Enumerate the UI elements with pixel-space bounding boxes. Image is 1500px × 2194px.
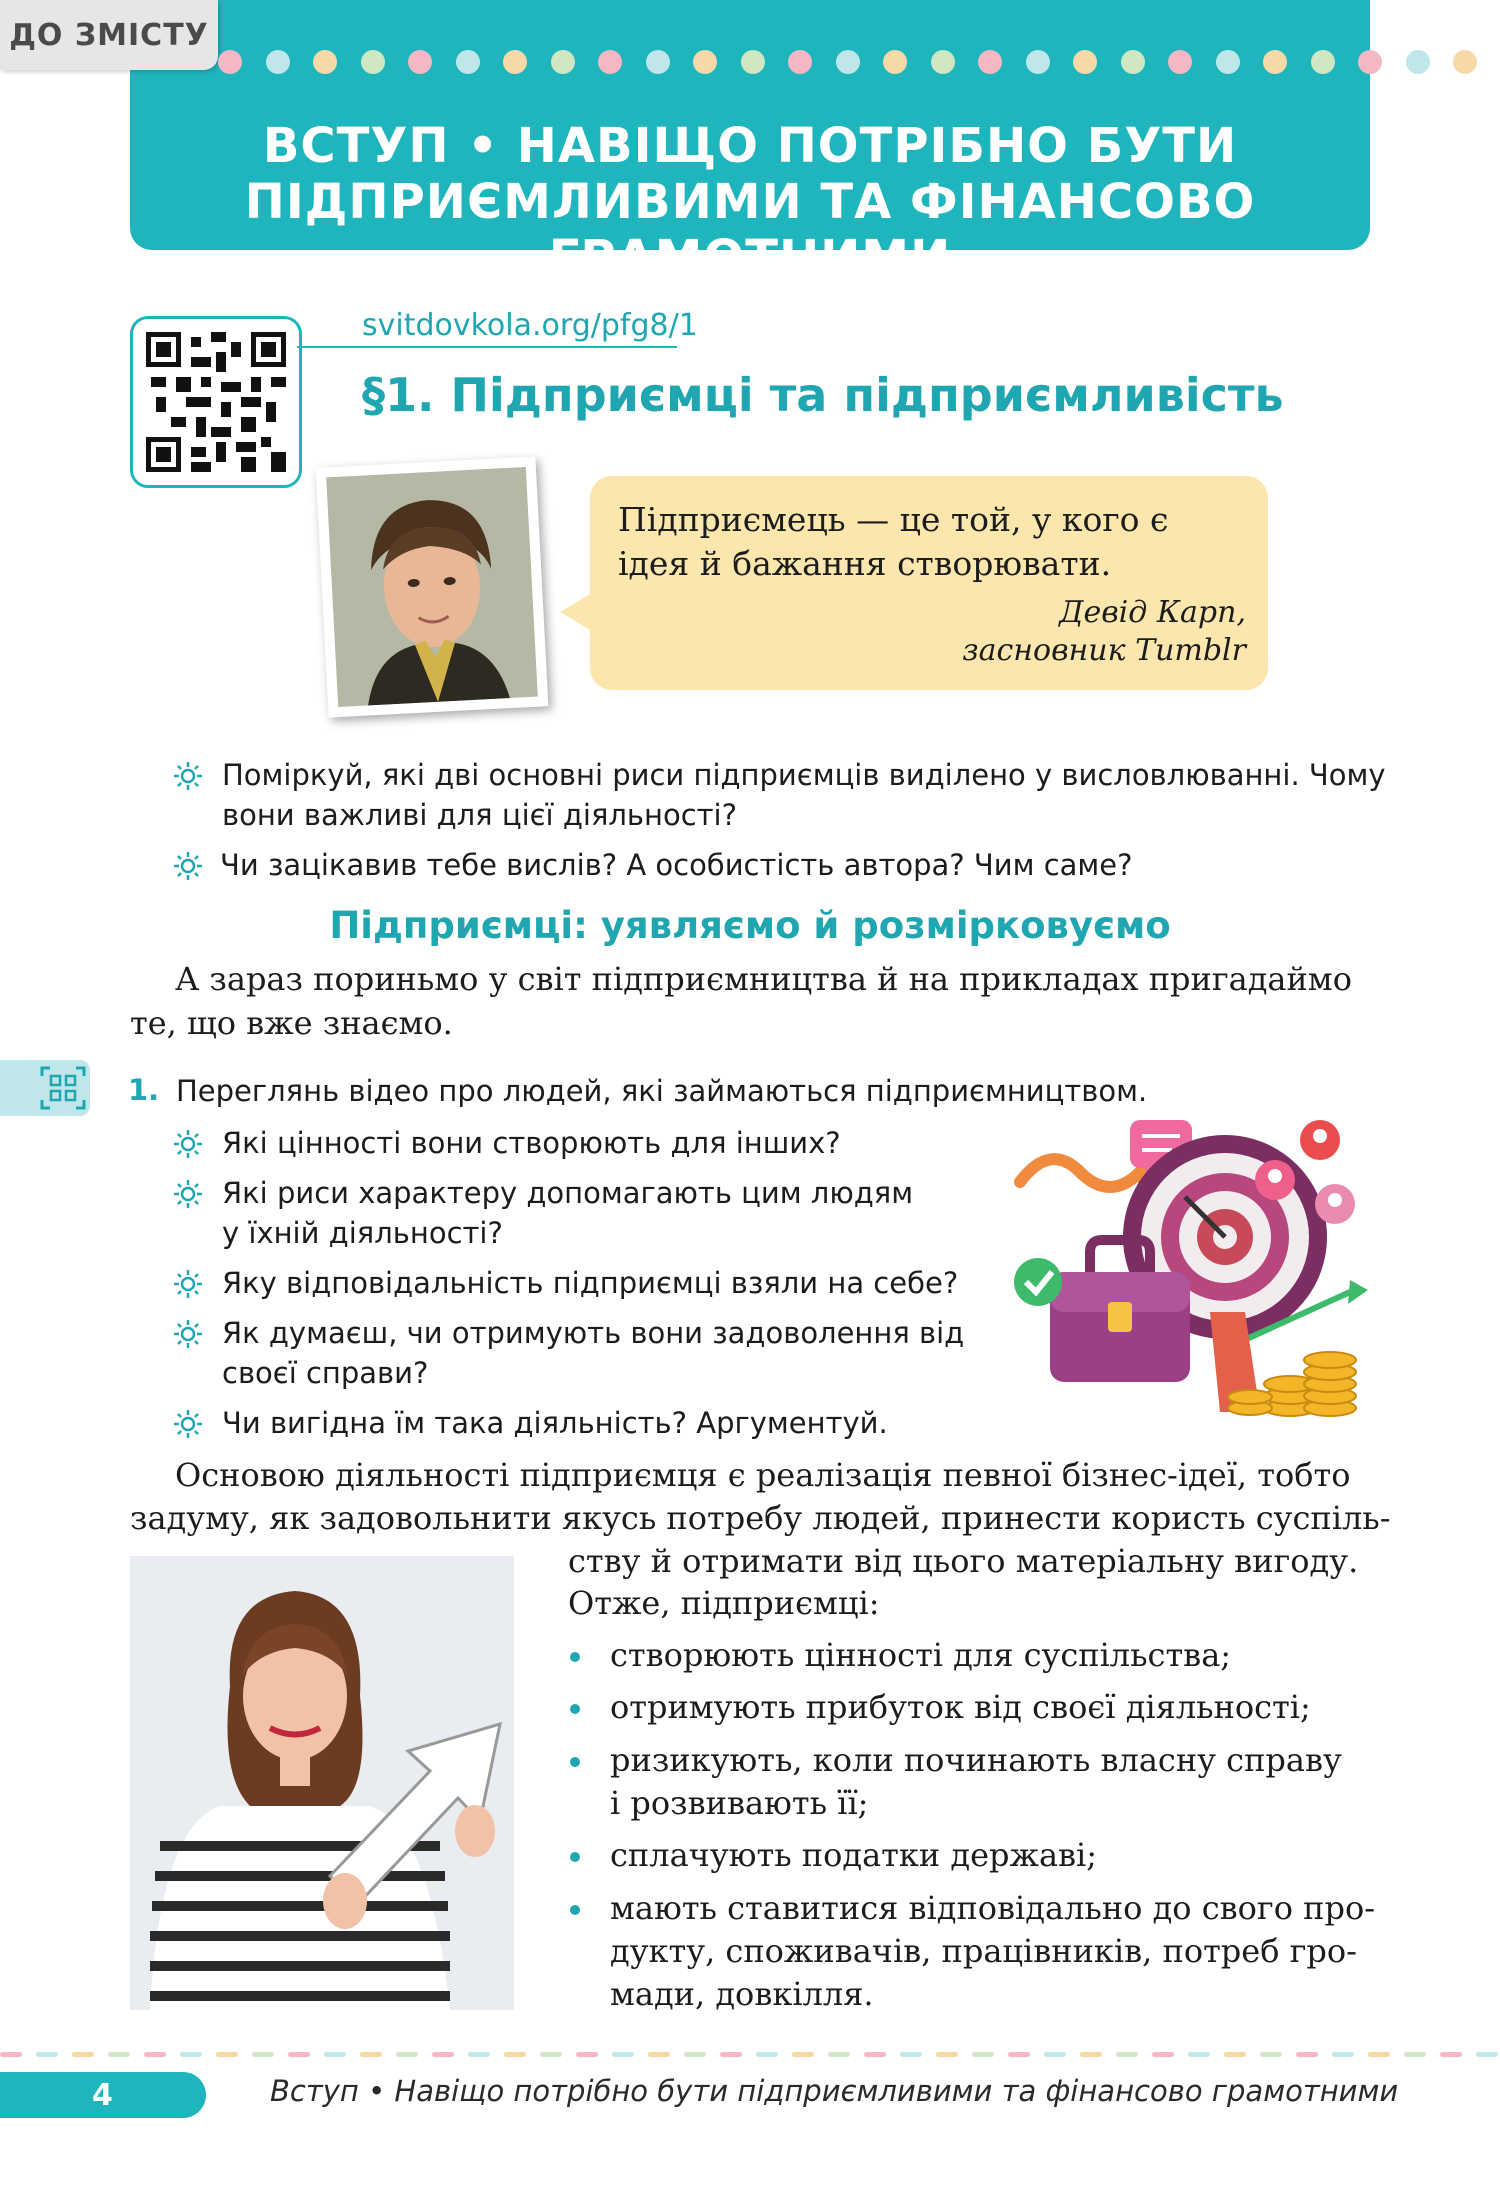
decorative-dot [788, 50, 812, 74]
decorative-dot [1216, 50, 1240, 74]
footer-dash [1404, 2052, 1426, 2057]
footer-dash [1008, 2052, 1030, 2057]
decorative-dot [503, 50, 527, 74]
author-portrait [316, 456, 549, 717]
footer-dash [1476, 2052, 1498, 2057]
trait-line: і розвивають її; [610, 1784, 869, 1822]
decorative-dot [456, 50, 480, 74]
reflect-question-1-line-2: вони важливі для цієї діяльності? [222, 798, 738, 832]
sun-icon [173, 761, 203, 791]
trait-line: сплачують податки державі; [610, 1836, 1098, 1874]
footer-dash [108, 2052, 130, 2057]
video-grid-icon [40, 1066, 86, 1110]
decorative-dot [883, 50, 907, 74]
decorative-dot [1406, 50, 1430, 74]
quote-text: Підприємець — це той, у кого є ідея й бажання створювати. [618, 500, 1169, 583]
section-title: §1. Підприємці та підприємливість [362, 368, 1284, 422]
sun-icon [173, 1179, 203, 1209]
task-question-line-1: Які цінності вони створюють для інших? [222, 1126, 841, 1160]
footer-dash [216, 2052, 238, 2057]
footer-dash [684, 2052, 706, 2057]
task-question-line-1: Які риси характеру допомагають цим людям [222, 1176, 914, 1210]
qr-code[interactable] [130, 316, 302, 488]
task-number: 1. [128, 1073, 160, 1107]
page-number: 4 [0, 2072, 206, 2118]
quote-author [800, 594, 1246, 670]
decorative-dot [978, 50, 1002, 74]
task-question-line-1: Як думаєш, чи отримують вони задоволення від [222, 1316, 965, 1350]
decorative-dot [408, 50, 432, 74]
task-text: Переглянь відео про людей, які займаються підприємництвом. [176, 1074, 1148, 1108]
trait-line: мади, довкілля. [610, 1975, 874, 2013]
trait-line: мають ставитися відповідально до свого про- [610, 1889, 1376, 1927]
footer-dash [720, 2052, 742, 2057]
footer-dash [1260, 2052, 1282, 2057]
chapter-title-line-1: ВСТУП • НАВІЩО ПОТРІБНО БУТИ [262, 118, 1238, 174]
quote-author-role: засновник Tumblr [962, 633, 1246, 668]
reflect-question-2: Чи зацікавив тебе вислів? А особистість автора? Чим саме? [220, 848, 1133, 882]
chapter-title [130, 118, 1370, 286]
main-para-line-1: Основою діяльності підприємця є реалізація певної бізнес-ідеї, тобто [175, 1456, 1351, 1494]
video-resource-tab[interactable] [0, 1060, 90, 1116]
bullet-dot [570, 1652, 580, 1662]
section-link[interactable]: svitdovkola.org/pfg8/1 [362, 308, 698, 343]
trait-line: дукту, споживачів, працівників, потреб гро- [610, 1932, 1357, 1970]
footer-dash [576, 2052, 598, 2057]
trait-line: ризикують, коли починають власну справу [610, 1741, 1342, 1779]
footer-dash [1116, 2052, 1138, 2057]
task-question-line-2: своєї справи? [222, 1356, 429, 1390]
sun-icon [173, 1319, 203, 1349]
footer-dash [864, 2052, 886, 2057]
sun-icon [173, 1269, 203, 1299]
to-contents-button[interactable]: ДО ЗМІСТУ [0, 0, 218, 70]
decorative-dot [646, 50, 670, 74]
footer-dash [468, 2052, 490, 2057]
footer-dash [432, 2052, 454, 2057]
footer-dash [144, 2052, 166, 2057]
intro-para-line-1: А зараз пориньмо у світ підприємництва й на прикладах пригадаймо [175, 960, 1352, 998]
footer-dash [540, 2052, 562, 2057]
footer-dash [504, 2052, 526, 2057]
decorative-dot [218, 50, 242, 74]
intro-para-line-2: те, що вже знаємо. [130, 1004, 453, 1042]
footer-dash [36, 2052, 58, 2057]
decorative-dot [693, 50, 717, 74]
footer-dash [396, 2052, 418, 2057]
footer-dash [1224, 2052, 1246, 2057]
quote-author-name: Девід Карп, [1059, 595, 1246, 630]
footer-dash [792, 2052, 814, 2057]
footer-dash [72, 2052, 94, 2057]
decorative-dot [931, 50, 955, 74]
sun-icon [173, 851, 203, 881]
decorative-dot [1311, 50, 1335, 74]
footer-dash [648, 2052, 670, 2057]
decorative-dot [361, 50, 385, 74]
decorative-dot [1073, 50, 1097, 74]
sun-icon [173, 1129, 203, 1159]
main-para-line-4: Отже, підприємці: [568, 1584, 880, 1622]
task-question-line-1: Чи вигідна їм така діяльність? Аргументуй. [222, 1406, 888, 1440]
decorative-dot [1168, 50, 1192, 74]
task-question-line-2: у їхній діяльності? [222, 1216, 503, 1250]
bullet-dot [570, 1905, 580, 1915]
subheading: Підприємці: уявляємо й розмірковуємо [329, 904, 1171, 947]
footer-dash [612, 2052, 634, 2057]
footer-dash [1188, 2052, 1210, 2057]
reflect-question-1-line-1: Поміркуй, які дві основні риси підприємців виділено у висловлюванні. Чому [222, 758, 1386, 792]
footer-dash [1332, 2052, 1354, 2057]
footer-dash [1080, 2052, 1102, 2057]
decorative-dot [1026, 50, 1050, 74]
decorative-dot [551, 50, 575, 74]
footer-dash [1044, 2052, 1066, 2057]
bullet-dot [570, 1704, 580, 1714]
qr-code-icon [146, 332, 286, 472]
chapter-title-line-2: ПІДПРИЄМЛИВИМИ ТА ФІНАНСОВО ГРАМОТНИМИ [244, 174, 1256, 286]
footer-dash [288, 2052, 310, 2057]
sun-icon [173, 1409, 203, 1439]
footer-dash [900, 2052, 922, 2057]
footer-dashes [0, 2052, 1500, 2058]
footer-dash [1296, 2052, 1318, 2057]
decorative-dot [266, 50, 290, 74]
portrait-image [326, 467, 538, 707]
bullet-dot [570, 1852, 580, 1862]
decorative-dot [598, 50, 622, 74]
decorative-dot [313, 50, 337, 74]
footer-dash [972, 2052, 994, 2057]
footer-dash [0, 2052, 22, 2057]
footer-dash [1440, 2052, 1462, 2057]
decorative-dots [218, 50, 1500, 74]
footer-dash [180, 2052, 202, 2057]
decorative-dot [1263, 50, 1287, 74]
business-goal-illustration [1010, 1112, 1370, 1432]
decorative-dot [1121, 50, 1145, 74]
footer-dash [756, 2052, 778, 2057]
footer-dash [936, 2052, 958, 2057]
decorative-dot [1453, 50, 1477, 74]
trait-line: отримують прибуток від своєї діяльності; [610, 1688, 1311, 1726]
decorative-dot [836, 50, 860, 74]
footer-dash [1152, 2052, 1174, 2057]
footer-running-title: Вступ • Навіщо потрібно бути підприємливими та фінансово грамотними [270, 2074, 1399, 2108]
footer-dash [324, 2052, 346, 2057]
main-para-line-2: задуму, як задовольнити якусь потребу людей, принести користь суспіль- [130, 1499, 1391, 1537]
bullet-dot [570, 1757, 580, 1767]
decorative-dot [1358, 50, 1382, 74]
main-para-line-3: ству й отримати від цього матеріальну вигоду. [568, 1542, 1359, 1580]
footer-dash [252, 2052, 274, 2057]
decorative-dot [741, 50, 765, 74]
footer-dash [828, 2052, 850, 2057]
trait-line: створюють цінності для суспільства; [610, 1636, 1232, 1674]
task-question-line-1: Яку відповідальність підприємці взяли на себе? [222, 1266, 959, 1300]
woman-with-arrow-photo [130, 1556, 514, 2010]
footer-dash [360, 2052, 382, 2057]
footer-dash [1368, 2052, 1390, 2057]
